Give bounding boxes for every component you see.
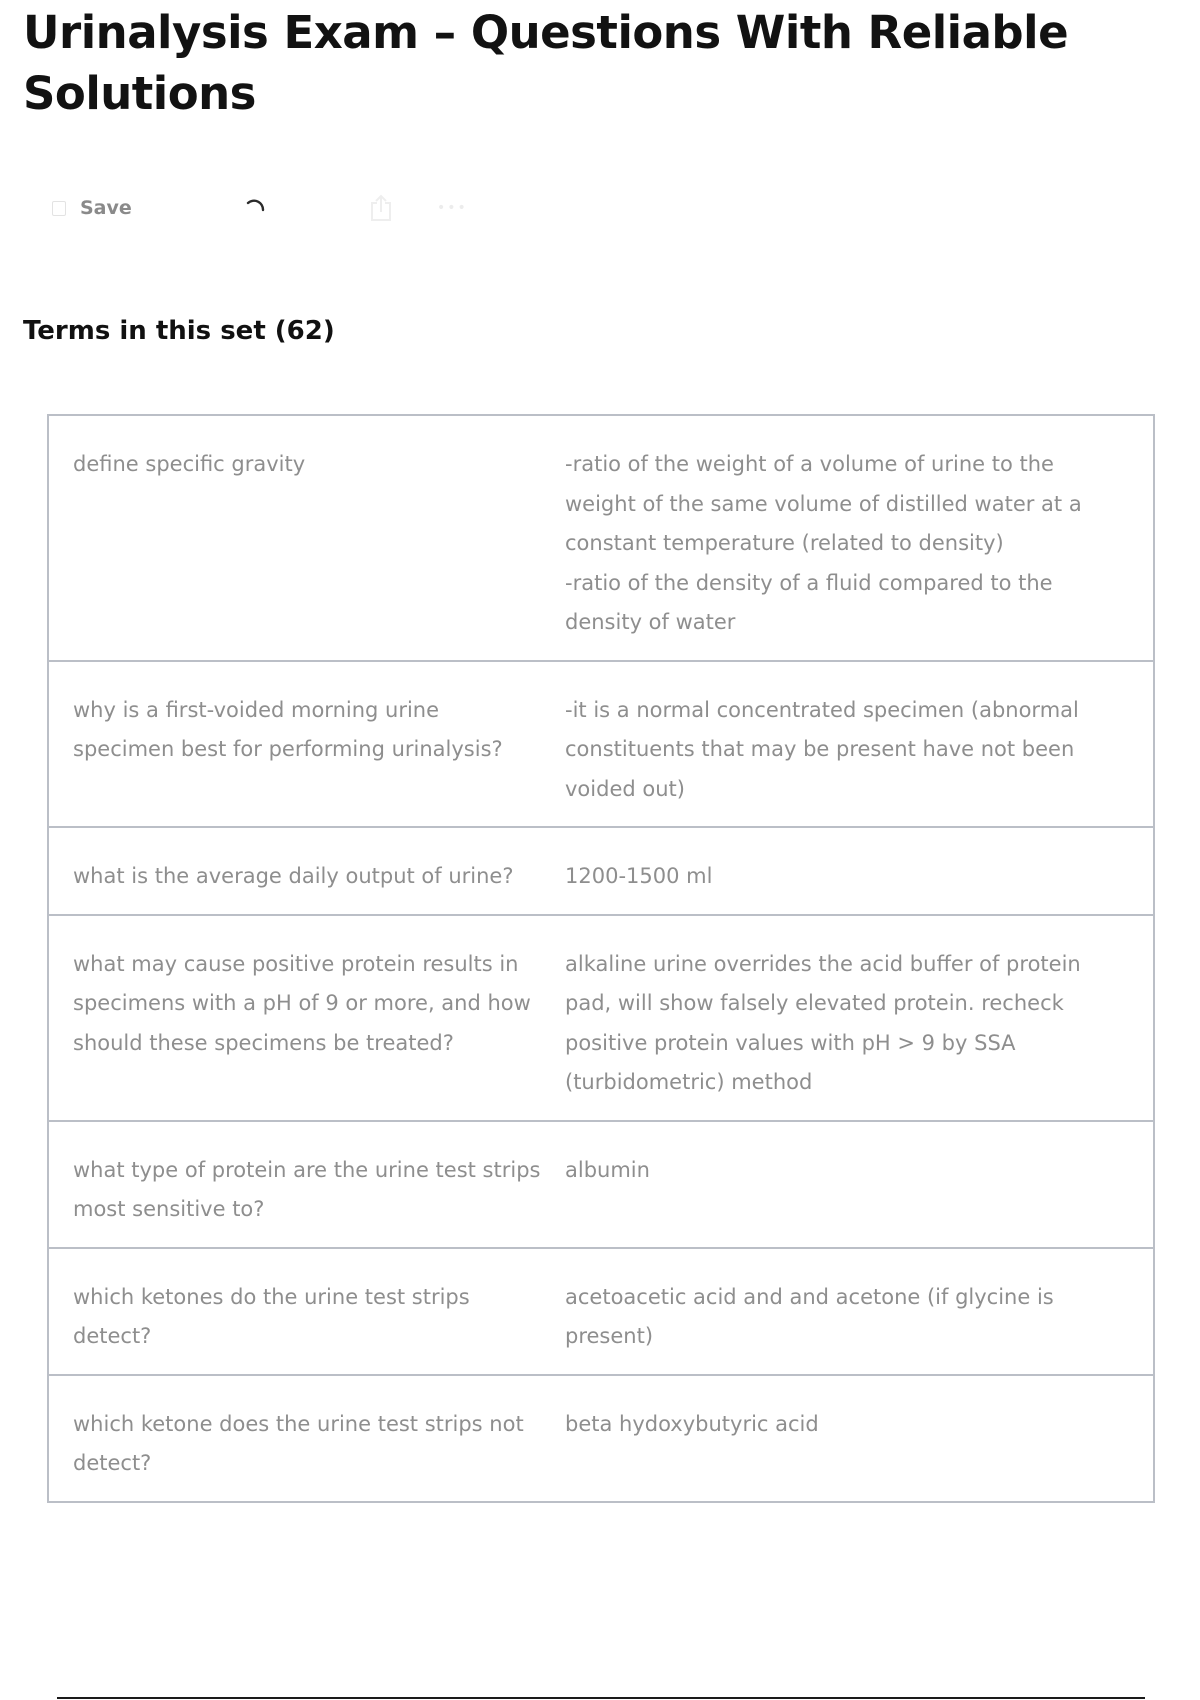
- table-row[interactable]: [48, 415, 1154, 661]
- table-row[interactable]: [48, 1375, 1154, 1502]
- table-row[interactable]: [48, 915, 1154, 1121]
- table-row[interactable]: [48, 1248, 1154, 1375]
- definition-line: -ratio of the weight of a volume of urine to the weight of the same volume of distilled water at a constant temperature (related to density) -ratio of the density of a fluid compared to the density of water: [565, 452, 1082, 634]
- term-cell: what type of protein are the urine test strips most sensitive to?: [48, 1121, 565, 1248]
- term-cell: what may cause positive protein results in specimens with a pH of 9 or more, and how should these specimens be treated?: [48, 915, 565, 1121]
- share-button[interactable]: [368, 188, 394, 228]
- page-title: Urinalysis Exam – Questions With Reliable Solutions: [23, 6, 1069, 120]
- more-options-icon: •••: [437, 200, 468, 216]
- definition-cell: acetoacetic acid and and acetone (if glycine is present): [565, 1248, 1154, 1375]
- definition-cell: albumin: [565, 1121, 1154, 1248]
- more-options-button[interactable]: [437, 188, 468, 228]
- term-cell: what is the average daily output of urine?: [48, 827, 565, 915]
- definition-cell: 1200-1500 ml: [565, 827, 1154, 915]
- save-label: Save: [80, 197, 132, 219]
- term-cell: define specific gravity: [48, 415, 565, 661]
- table-row[interactable]: [48, 661, 1154, 828]
- definition-cell: -it is a normal concentrated specimen (abnormal constituents that may be present have not been voided out): [565, 661, 1154, 828]
- definition-cell: [565, 415, 1154, 661]
- checkbox-icon: [52, 201, 66, 216]
- term-cell: which ketone does the urine test strips not detect?: [48, 1375, 565, 1502]
- term-cell: which ketones do the urine test strips detect?: [48, 1248, 565, 1375]
- bottom-divider: [57, 1697, 1145, 1699]
- terms-table: [47, 414, 1155, 1503]
- save-button[interactable]: [52, 188, 132, 228]
- share-icon: [368, 193, 394, 223]
- table-row[interactable]: [48, 827, 1154, 915]
- definition-cell: alkaline urine overrides the acid buffer of protein pad, will show falsely elevated protein. recheck positive protein values with pH > 9 by SSA (turbidometric) method: [565, 915, 1154, 1121]
- definition-cell: beta hydoxybutyric acid: [565, 1375, 1154, 1502]
- set-toolbar: [52, 188, 502, 228]
- term-cell: why is a first-voided morning urine specimen best for performing urinalysis?: [48, 661, 565, 828]
- terms-heading: Terms in this set (62): [23, 316, 335, 346]
- loading-spinner-icon: [242, 188, 270, 228]
- table-row[interactable]: [48, 1121, 1154, 1248]
